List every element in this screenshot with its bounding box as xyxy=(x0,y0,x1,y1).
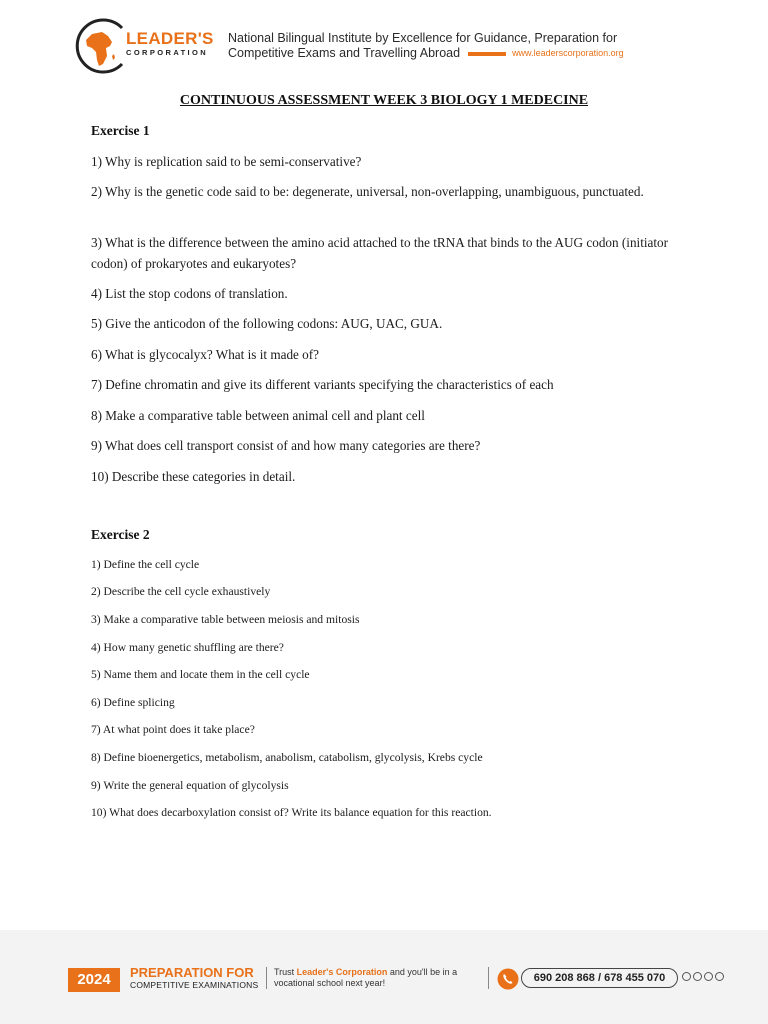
exercise2-question: 3) Make a comparative table between meiosis and mitosis xyxy=(91,613,360,626)
exercise1-question: 2) Why is the genetic code said to be: degenerate, universal, non-overlapping, unambiguous, punctuated. xyxy=(91,184,644,199)
exercise1-question: 4) List the stop codons of translation. xyxy=(91,286,288,301)
exercise1-question: 10) Describe these categories in detail. xyxy=(91,469,296,484)
exercise1-question: 8) Make a comparative table between animal cell and plant cell xyxy=(91,408,425,423)
page-title: CONTINUOUS ASSESSMENT WEEK 3 BIOLOGY 1 MEDECINE xyxy=(179,93,589,108)
prep-banner xyxy=(130,966,258,991)
trust-prefix: Trust xyxy=(274,967,297,977)
exercise1-question: 5) Give the anticodon of the following codons: AUG, UAC, GUA. xyxy=(91,316,443,331)
exercise2-question: 7) At what point does it take place? xyxy=(91,723,255,736)
prep-sub: COMPETITIVE EXAMINATIONS xyxy=(130,980,259,990)
tiktok-icon[interactable] xyxy=(715,972,724,981)
tagline-divider xyxy=(468,52,506,56)
phone-number[interactable]: 690 208 868 / 678 455 070 xyxy=(521,968,678,988)
footer-divider xyxy=(266,967,267,989)
exercise1-question: 7) Define chromatin and give its different variants specifying the characteristics of each xyxy=(91,377,554,392)
exercise2-question: 8) Define bioenergetics, metabolism, anabolism, catabolism, glycolysis, Krebs cycle xyxy=(91,751,483,764)
facebook-icon[interactable] xyxy=(682,972,691,981)
instagram-icon[interactable] xyxy=(704,972,713,981)
trust-message xyxy=(274,967,486,989)
exercise1-question: 1) Why is replication said to be semi-conservative? xyxy=(91,154,362,169)
brand-name: LEADER'S xyxy=(126,29,214,48)
exercise1-heading: Exercise 1 xyxy=(91,123,150,138)
exercise2-question: 5) Name them and locate them in the cell cycle xyxy=(91,668,310,681)
exercise1-question: 9) What does cell transport consist of and how many categories are there? xyxy=(91,438,481,453)
phone-icon xyxy=(497,968,519,990)
page-header xyxy=(0,0,768,88)
exercise2-question: 1) Define the cell cycle xyxy=(91,558,200,571)
brand-sub: CORPORATION xyxy=(126,48,209,57)
exercise2-question: 6) Define splicing xyxy=(91,696,175,709)
brand-logo xyxy=(126,30,214,58)
exercise1-question: 3) What is the difference between the amino acid attached to the tRNA that binds to the AUG codon (initiator codon) of prokaryotes and eukaryotes? xyxy=(91,235,669,271)
exercise1-question: 6) What is glycocalyx? What is it made of? xyxy=(91,347,320,362)
exercise2-heading: Exercise 2 xyxy=(91,527,150,542)
exercise2-question: 10) What does decarboxylation consist of? Write its balance equation for this reaction. xyxy=(91,806,492,819)
youtube-icon[interactable] xyxy=(693,972,702,981)
trust-brand: Leader's Corporation xyxy=(296,967,388,977)
exercise2-question: 4) How many genetic shuffling are there? xyxy=(91,641,284,654)
prep-main: PREPARATION FOR xyxy=(130,965,254,980)
social-links xyxy=(682,972,724,981)
footer-divider xyxy=(488,967,489,989)
tagline-line2: Competitive Exams and Travelling Abroad xyxy=(228,46,461,60)
exercise2-question: 2) Describe the cell cycle exhaustively xyxy=(91,585,271,598)
header-tagline xyxy=(228,31,668,61)
exercise2-question: 9) Write the general equation of glycolysis xyxy=(91,779,289,792)
tagline-line1: National Bilingual Institute by Excellence for Guidance, Preparation for xyxy=(228,31,618,45)
trust-suffix: and you'll be in a vocational school next year! xyxy=(274,967,458,988)
website-link[interactable]: www.leaderscorporation.org xyxy=(512,48,624,58)
page-footer xyxy=(0,930,768,1024)
africa-logo-icon xyxy=(70,16,130,76)
year-badge: 2024 xyxy=(68,968,120,992)
